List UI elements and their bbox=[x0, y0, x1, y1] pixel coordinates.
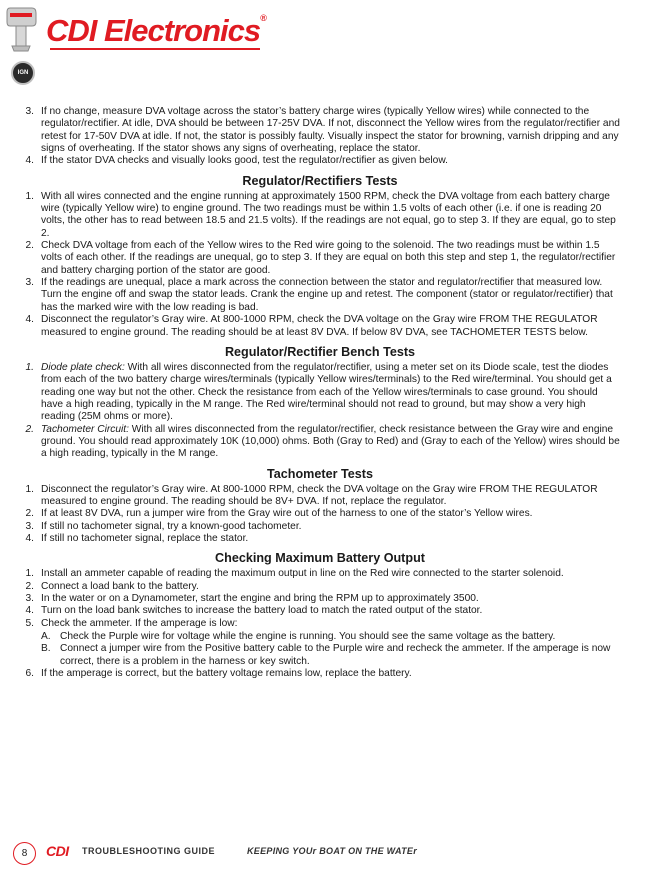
item-text: Check DVA voltage from each of the Yellow wires to the Red wire going to the solenoid. The two readings must be within 1.5 volts of each other. If the readings are unequal, go to step 3. If they are equal on both this step and step 1, the regulator/rectifier and battery charging portion of the stator are good. bbox=[41, 240, 616, 276]
item-text: Check the Purple wire for voltage while the engine is running. You should see the same voltage as the battery. bbox=[60, 631, 556, 643]
ign-badge: IGN bbox=[11, 61, 35, 85]
page-content bbox=[20, 106, 620, 680]
list-item bbox=[20, 277, 620, 314]
item-number: 1. bbox=[25, 568, 34, 580]
item-number: 5. bbox=[25, 617, 34, 629]
item-letter: B. bbox=[41, 643, 51, 655]
item-number: 6. bbox=[25, 668, 34, 680]
footer-logo: CDI bbox=[46, 843, 69, 859]
sub-list-item bbox=[41, 643, 620, 668]
sub-list bbox=[41, 631, 620, 668]
item-text: If the stator DVA checks and visually looks good, test the regulator/rectifier as given below. bbox=[41, 155, 448, 167]
footer-guide-title: TROUBLESHOOTING GUIDE bbox=[82, 846, 216, 856]
list-item bbox=[20, 484, 620, 509]
list-item bbox=[20, 668, 620, 680]
item-text: With all wires disconnected from the regulator/rectifier, check resistance between the Gray wire and engine ground. You should read approximately 10K (10,000) ohms. Both (Gray to Red) and (Gray to each of the Yellow) wires should be a high reading, typically in the M range. bbox=[41, 423, 620, 460]
item-number: 1. bbox=[25, 483, 34, 495]
item-text: Connect a load bank to the battery. bbox=[41, 580, 199, 592]
item-text: If the readings are unequal, place a mark across the connection between the stator and regulator/rectifier that measured low. Turn the engine off and swap the stator leads. Crank the engine up and retest. The component (stator or regulator/rectifier) that has the marked wire with the low reading is bad. bbox=[41, 277, 613, 313]
item-text: Disconnect the regulator’s Gray wire. At 800-1000 RPM, check the DVA voltage on the Gray wire FROM THE REGULATOR measured to engine ground. The reading should be 8V+ DVA. If not, replace the regulator. bbox=[41, 483, 598, 507]
item-text: Disconnect the regulator’s Gray wire. At 800-1000 RPM, check the DVA voltage on the Gray wire FROM THE REGULATOR measured to engine ground. The reading should be at least 8V DVA. If below 8V DVA, see TACHOMETER TESTS below. bbox=[41, 314, 598, 338]
item-number: 2. bbox=[25, 508, 34, 520]
item-number: 4. bbox=[25, 314, 34, 326]
item-number: 4. bbox=[25, 605, 34, 617]
list-item bbox=[20, 605, 620, 617]
brand-underline bbox=[50, 48, 260, 50]
list-item bbox=[20, 581, 620, 593]
list-item bbox=[20, 362, 620, 424]
item-text: Connect a jumper wire from the Positive battery cable to the Purple wire and recheck the ammeter. If the amperage is now correct, there is a problem in the harness or key switch. bbox=[60, 643, 611, 667]
bench-tests-list bbox=[20, 362, 620, 461]
list-item bbox=[20, 568, 620, 580]
item-text: In the water or on a Dynamometer, start the engine and bring the RPM up to approximately 3500. bbox=[41, 593, 479, 604]
item-text: With all wires disconnected from the regulator/rectifier, using a meter set on its Diode scale, test the diodes from each of the two battery charge wires/terminals (typically Yellow wires/terminals) to the Red wire/terminal. You should get a reading one way but not the other. Check the resistance from each of the Yellow wires/terminals to case ground. You should have a high reading, typically in the M range. The Red wire/terminal should not read to ground, but may show a very high reading (25M ohms or more). bbox=[41, 361, 612, 423]
item-number: 3. bbox=[25, 520, 34, 532]
item-number: 2. bbox=[25, 423, 34, 435]
list-item bbox=[20, 106, 620, 155]
item-text: Check the ammeter. If the amperage is low: bbox=[41, 617, 238, 629]
item-text: If the amperage is correct, but the battery voltage remains low, replace the battery. bbox=[41, 668, 412, 680]
list-item bbox=[20, 618, 620, 668]
item-text: If at least 8V DVA, run a jumper wire from the Gray wire out of the harness to one of the stator’s Yellow wires. bbox=[41, 508, 533, 520]
item-number: 3. bbox=[25, 277, 34, 289]
item-number: 1. bbox=[25, 190, 34, 202]
list-item bbox=[20, 191, 620, 240]
item-number: 2. bbox=[25, 240, 34, 252]
item-text: If still no tachometer signal, replace the stator. bbox=[41, 532, 249, 544]
list-item bbox=[20, 155, 620, 167]
item-number: 3. bbox=[25, 106, 34, 117]
list-item bbox=[20, 521, 620, 533]
page-number: 8 bbox=[13, 842, 36, 865]
item-lead: Diode plate check: bbox=[41, 361, 125, 373]
list-item bbox=[20, 533, 620, 545]
list-item bbox=[20, 424, 620, 461]
item-number: 4. bbox=[25, 532, 34, 544]
item-text: If still no tachometer signal, try a known-good tachometer. bbox=[41, 520, 302, 532]
list-item bbox=[20, 240, 620, 277]
page-footer bbox=[0, 836, 668, 870]
registered-mark: ® bbox=[260, 13, 267, 23]
item-number: 3. bbox=[25, 593, 34, 604]
battery-output-list bbox=[20, 568, 620, 680]
item-number: 2. bbox=[25, 580, 34, 592]
brand-logo bbox=[46, 13, 267, 49]
item-text: Turn on the load bank switches to increase the battery load to match the rated output of the stator. bbox=[41, 605, 483, 617]
footer-slogan: KEEPING YOUr BOAT ON THE WATEr bbox=[247, 846, 418, 856]
item-letter: A. bbox=[41, 631, 51, 643]
item-number: 4. bbox=[25, 155, 34, 167]
item-number: 1. bbox=[25, 361, 34, 373]
intro-list bbox=[20, 106, 620, 168]
outboard-motor-icon bbox=[2, 4, 42, 56]
section-title-bench-tests: Regulator/Rectifier Bench Tests bbox=[224, 344, 416, 359]
sub-list-item bbox=[41, 631, 620, 643]
section-title-max-battery-output: Checking Maximum Battery Output bbox=[215, 551, 425, 566]
item-lead: Tachometer Circuit: bbox=[41, 423, 129, 435]
item-text: With all wires connected and the engine running at approximately 1500 RPM, check the DVA voltage from each battery charge wire (typically Yellow wire) to engine ground. The two readings must be within 1.5 volts of each other (i.e. if one is reading 20 volts, the other has to read between 18.5 and 21.5 volts). If the readings are not equal, go to step 3. If they are equal, go to step 2. bbox=[41, 190, 616, 239]
tachometer-tests-list bbox=[20, 484, 620, 546]
list-item bbox=[20, 508, 620, 520]
list-item bbox=[20, 593, 620, 605]
regulator-tests-list bbox=[20, 191, 620, 339]
brand-name: CDI Electronics bbox=[46, 13, 261, 48]
page-header bbox=[0, 0, 668, 90]
section-title-regulator-rectifiers-tests: Regulator/Rectifiers Tests bbox=[242, 173, 398, 188]
item-text: Install an ammeter capable of reading the maximum output in line on the Red wire connected to the starter solenoid. bbox=[41, 568, 564, 580]
list-item bbox=[20, 314, 620, 339]
item-text: If no change, measure DVA voltage across the stator’s battery charge wires (typically Yellow wires) while connected to the regulator/rectifier. At idle, DVA should be between 17-25V DVA. If not, disconnect the Yellow wires from the regulator/rectifier and retest for 17-50V DVA at idle. If not, the stator is possibly faulty. Visually inspect the stator for browning, varnish dripping and any signs of overheating. If the stator shows any signs of overheating, replace the stator. bbox=[41, 106, 620, 155]
section-title-tachometer-tests: Tachometer Tests bbox=[267, 466, 373, 481]
